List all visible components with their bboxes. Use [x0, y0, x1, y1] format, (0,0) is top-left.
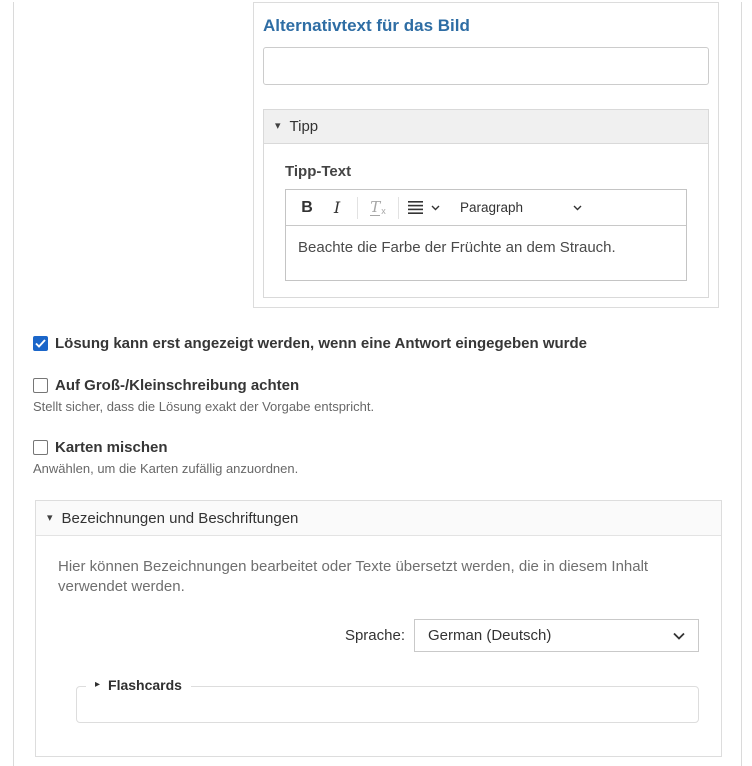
- language-row: [58, 619, 699, 652]
- labels-translations-panel: [35, 500, 722, 757]
- paragraph-label: Paragraph: [460, 200, 524, 216]
- tipp-panel-header[interactable]: [264, 110, 708, 144]
- checkbox-label: Lösung kann erst angezeigt werden, wenn eine Antwort eingegeben wurde: [55, 335, 588, 353]
- alt-text-heading: Alternativtext für das Bild: [263, 16, 470, 35]
- labels-panel-description: Hier können Bezeichnungen bearbeitet oder Texte übersetzt werden, die in diesem Inhalt verwendet werden.: [58, 558, 649, 596]
- remove-format-button[interactable]: [363, 194, 393, 222]
- rich-text-editor: [285, 189, 687, 281]
- checkmark-icon: [35, 339, 46, 348]
- tipp-text-label: Tipp-Text: [285, 163, 352, 181]
- toolbar-separator: [357, 197, 358, 219]
- option-solution-after-answer: [33, 335, 741, 352]
- editor-toolbar: [286, 190, 686, 226]
- align-left-icon: [408, 200, 424, 215]
- bold-button[interactable]: B: [301, 198, 313, 216]
- checkbox-row[interactable]: [33, 439, 741, 456]
- option-description: Anwählen, um die Karten zufällig anzuordnen.: [33, 461, 299, 477]
- alt-text-input[interactable]: [263, 47, 709, 85]
- expand-arrow-icon: ▸: [95, 679, 101, 691]
- option-shuffle-cards: [33, 439, 741, 476]
- labels-panel-title: Bezeichnungen und Beschriftungen: [61, 509, 299, 527]
- checkbox-label: Auf Groß-/Kleinschreibung achten: [55, 377, 300, 395]
- alignment-dropdown-button[interactable]: [404, 200, 444, 215]
- remove-format-x: x: [381, 206, 386, 217]
- tipp-panel: [263, 109, 709, 298]
- checkbox-label: Karten mischen: [55, 439, 168, 457]
- language-selected-value: German (Deutsch): [428, 627, 552, 645]
- chevron-down-icon: [573, 205, 582, 211]
- language-label: Sprache:: [344, 627, 405, 645]
- checkbox-row[interactable]: [33, 335, 741, 352]
- toolbar-separator: [398, 197, 399, 219]
- tipp-panel-body: [264, 144, 708, 297]
- form-container: [13, 2, 742, 766]
- option-case-sensitive: [33, 377, 741, 414]
- checkbox-row[interactable]: [33, 377, 741, 394]
- italic-button[interactable]: I: [333, 198, 341, 218]
- collapse-arrow-icon: ▾: [275, 120, 281, 133]
- tipp-panel-title: Tipp: [289, 118, 319, 136]
- editor-content-area[interactable]: Beachte die Farbe der Früchte an dem Strauch.: [298, 239, 616, 257]
- remove-format-t: T: [370, 197, 381, 216]
- chevron-down-icon: [431, 205, 440, 211]
- labels-panel-body: [36, 536, 721, 756]
- checkbox-unchecked[interactable]: [33, 440, 48, 455]
- paragraph-style-dropdown[interactable]: [460, 200, 582, 215]
- option-description: Stellt sicher, dass die Lösung exakt der Vorgabe entspricht.: [33, 399, 375, 415]
- image-field-group: [253, 2, 719, 308]
- checkbox-unchecked[interactable]: [33, 378, 48, 393]
- options-section: [33, 335, 741, 476]
- flashcards-group: [76, 677, 699, 723]
- checkbox-checked[interactable]: [33, 336, 48, 351]
- chevron-down-icon: [673, 632, 685, 640]
- language-select[interactable]: [414, 619, 699, 652]
- collapse-arrow-icon: ▾: [47, 511, 53, 524]
- flashcards-group-header[interactable]: [86, 677, 191, 693]
- labels-panel-header[interactable]: [36, 501, 721, 536]
- flashcards-group-title: Flashcards: [108, 677, 182, 694]
